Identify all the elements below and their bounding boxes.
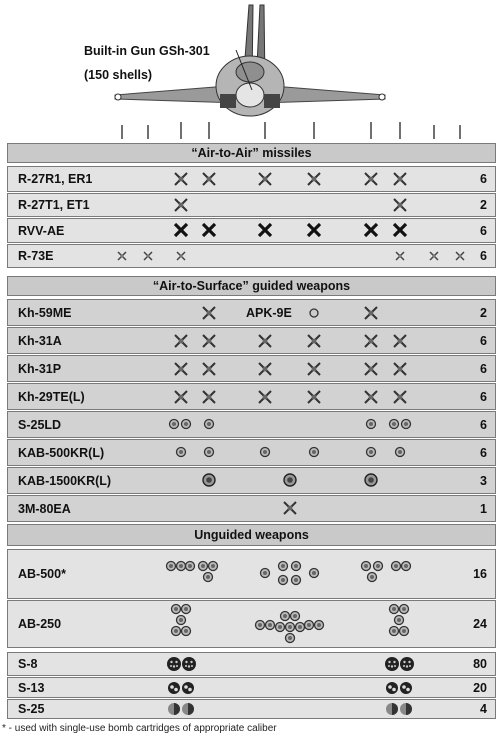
row-label: S-13 bbox=[18, 680, 45, 695]
row-ab500 bbox=[7, 549, 496, 599]
section-air-to-air: “Air-to-Air” missiles bbox=[7, 143, 496, 163]
row-3m80ea bbox=[7, 495, 496, 522]
aircraft-area bbox=[0, 0, 500, 145]
row-label: Kh-59ME bbox=[18, 305, 72, 320]
row-label: KAB-1500KR(L) bbox=[18, 473, 112, 488]
row-label: R-73E bbox=[18, 249, 54, 263]
row-count: 6 bbox=[480, 223, 487, 238]
row-label: KAB-500KR(L) bbox=[18, 445, 105, 460]
row-count: 16 bbox=[473, 567, 487, 581]
row-kh31p bbox=[7, 355, 496, 382]
row-label: R-27T1, ET1 bbox=[18, 198, 90, 212]
row-label: S-25 bbox=[18, 702, 45, 716]
row-count: 80 bbox=[473, 657, 487, 671]
row-r27t1 bbox=[7, 193, 496, 217]
row-label: AB-250 bbox=[18, 617, 62, 631]
gun-shells-label: (150 shells) bbox=[84, 68, 153, 82]
row-label: Kh-31A bbox=[18, 333, 62, 348]
row-r27r1 bbox=[7, 166, 496, 192]
row-kh59me bbox=[7, 299, 496, 326]
gun-label: Built-in Gun GSh-301 bbox=[84, 44, 210, 58]
row-count: 6 bbox=[480, 445, 487, 460]
row-label: RVV-AE bbox=[18, 223, 65, 238]
row-kh31a bbox=[7, 327, 496, 354]
row-count: 20 bbox=[473, 680, 487, 695]
row-label: S-25LD bbox=[18, 417, 62, 432]
row-kh29te bbox=[7, 383, 496, 410]
row-kab1500 bbox=[7, 467, 496, 494]
row-count: 4 bbox=[480, 702, 487, 716]
row-r73e bbox=[7, 244, 496, 268]
row-count: 2 bbox=[480, 198, 487, 212]
row-count: 6 bbox=[480, 361, 487, 376]
row-s8 bbox=[7, 652, 496, 676]
row-label: AB-500* bbox=[18, 567, 66, 581]
row-ab250 bbox=[7, 600, 496, 648]
apk-9e-label: APK-9E bbox=[246, 305, 292, 320]
row-count: 1 bbox=[480, 501, 487, 516]
section-air-to-surface: “Air-to-Surface” guided weapons bbox=[7, 276, 496, 296]
row-label: R-27R1, ER1 bbox=[18, 172, 93, 186]
row-count: 6 bbox=[480, 333, 487, 348]
row-count: 6 bbox=[480, 249, 487, 263]
row-kab500 bbox=[7, 439, 496, 466]
row-count: 6 bbox=[480, 389, 487, 404]
row-label: S-8 bbox=[18, 657, 38, 671]
row-label: 3M-80EA bbox=[18, 501, 71, 516]
row-rvv-ae bbox=[7, 218, 496, 243]
footnote: * - used with single-use bomb cartridges of appropriate caliber bbox=[2, 723, 277, 734]
row-count: 6 bbox=[480, 417, 487, 432]
row-count: 6 bbox=[480, 172, 487, 186]
row-s13 bbox=[7, 677, 496, 698]
row-label: Kh-29TE(L) bbox=[18, 389, 85, 404]
row-count: 24 bbox=[473, 617, 487, 631]
row-label: Kh-31P bbox=[18, 361, 62, 376]
section-unguided: Unguided weapons bbox=[7, 524, 496, 546]
row-count: 3 bbox=[480, 473, 487, 488]
row-count: 2 bbox=[480, 305, 487, 320]
row-s25ld bbox=[7, 411, 496, 438]
row-s25 bbox=[7, 699, 496, 719]
